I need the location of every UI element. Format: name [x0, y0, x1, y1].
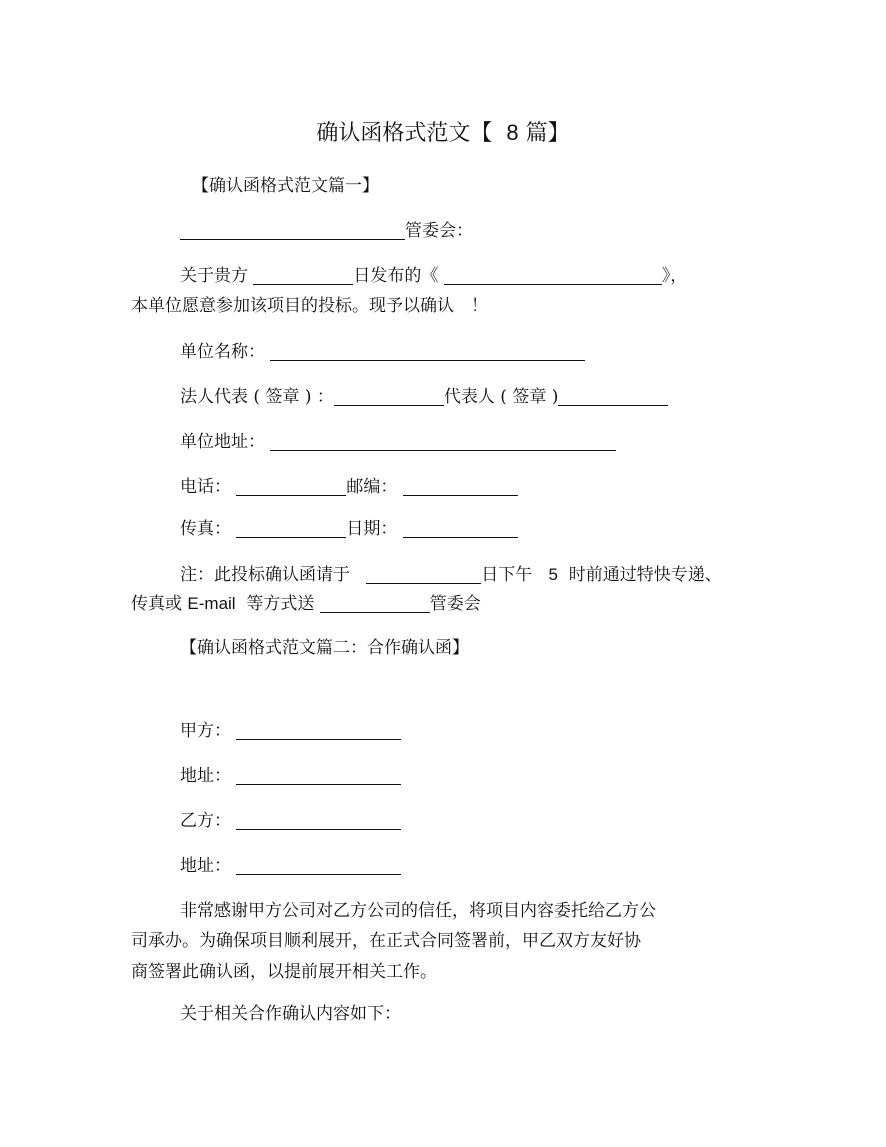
phone-blank[interactable]	[236, 477, 346, 496]
content-intro: 关于相关合作确认内容如下：	[180, 1004, 401, 1024]
note-text-f: 管委会	[429, 594, 481, 614]
legal-rep-line	[180, 386, 668, 408]
date-blank[interactable]	[403, 519, 518, 538]
address-b-blank[interactable]	[236, 856, 401, 875]
intro-text-a: 关于贵方	[180, 266, 248, 286]
note-text-a: 注：此投标确认函请于	[180, 565, 350, 585]
project-name-blank[interactable]	[444, 266, 662, 285]
publish-date-blank[interactable]	[253, 266, 353, 285]
address-a-label: 地址：	[180, 766, 231, 786]
title-text: 确认函格式范文【	[316, 121, 493, 146]
addressee-suffix: 管委会：	[405, 221, 473, 241]
address-b-line	[180, 855, 401, 877]
phone-label: 电话：	[180, 477, 231, 497]
unit-name-label: 单位名称：	[180, 342, 265, 362]
unit-name-line	[180, 341, 585, 363]
intro-text-c: 》，	[661, 266, 688, 286]
unit-address-blank[interactable]	[270, 432, 616, 451]
addressee-line	[180, 220, 473, 242]
note-text-e: 等方式送	[246, 594, 315, 614]
section1-heading: 【确认函格式范文篇一】	[192, 176, 379, 196]
postcode-blank[interactable]	[403, 477, 518, 496]
agent-label: 代表人 ( 签章 )	[443, 387, 559, 407]
note-text-d: 传真或	[131, 594, 182, 614]
legal-rep-blank[interactable]	[334, 387, 444, 406]
title-number: 8	[506, 120, 519, 145]
addressee-blank[interactable]	[180, 221, 405, 240]
unit-address-label: 单位地址：	[180, 432, 265, 452]
party-a-label: 甲方：	[180, 721, 231, 741]
note-text-c: 时前通过特快专递、	[568, 565, 722, 585]
postcode-label: 邮编：	[346, 477, 398, 497]
party-a-line	[180, 720, 401, 742]
cooperation-para-line-2: 司承办。为确保项目顺利展开，在正式合同签署前，甲乙双方友好协	[131, 931, 641, 951]
address-b-label: 地址：	[180, 856, 231, 876]
address-a-line	[180, 765, 401, 787]
document-title	[0, 118, 886, 149]
title-suffix: 篇】	[525, 121, 570, 146]
note-line-2	[131, 593, 481, 615]
agent-blank[interactable]	[558, 387, 668, 406]
address-a-blank[interactable]	[236, 766, 401, 785]
intro-text-b: 日发布的《	[353, 266, 439, 286]
party-b-label: 乙方：	[180, 811, 231, 831]
section2-heading: 【确认函格式范文篇二：合作确认函】	[180, 638, 469, 658]
party-b-blank[interactable]	[236, 811, 401, 830]
party-b-line	[180, 810, 401, 832]
fax-blank[interactable]	[236, 519, 346, 538]
fax-label: 传真：	[180, 519, 231, 539]
cooperation-para-line-1: 非常感谢甲方公司对乙方公司的信任，将项目内容委托给乙方公	[180, 901, 656, 921]
note-text-b: 日下午	[481, 565, 533, 585]
deadline-date-blank[interactable]	[366, 565, 481, 584]
party-a-blank[interactable]	[236, 721, 401, 740]
note-email: E-mail	[187, 594, 236, 613]
cooperation-para-line-3: 商签署此确认函，以提前展开相关工作。	[131, 962, 437, 982]
intro-line-2: 本单位愿意参加该项目的投标。现予以确认 ！	[131, 296, 488, 316]
date-label: 日期：	[346, 519, 398, 539]
fax-line	[180, 518, 518, 540]
note-line-1	[180, 564, 722, 586]
unit-address-line	[180, 431, 616, 453]
legal-rep-label: 法人代表 ( 签章 ) ：	[180, 387, 334, 407]
recipient-blank[interactable]	[320, 594, 430, 613]
unit-name-blank[interactable]	[270, 342, 585, 361]
intro-line-1	[180, 265, 687, 287]
note-hour: 5	[548, 565, 558, 584]
phone-line	[180, 476, 518, 498]
